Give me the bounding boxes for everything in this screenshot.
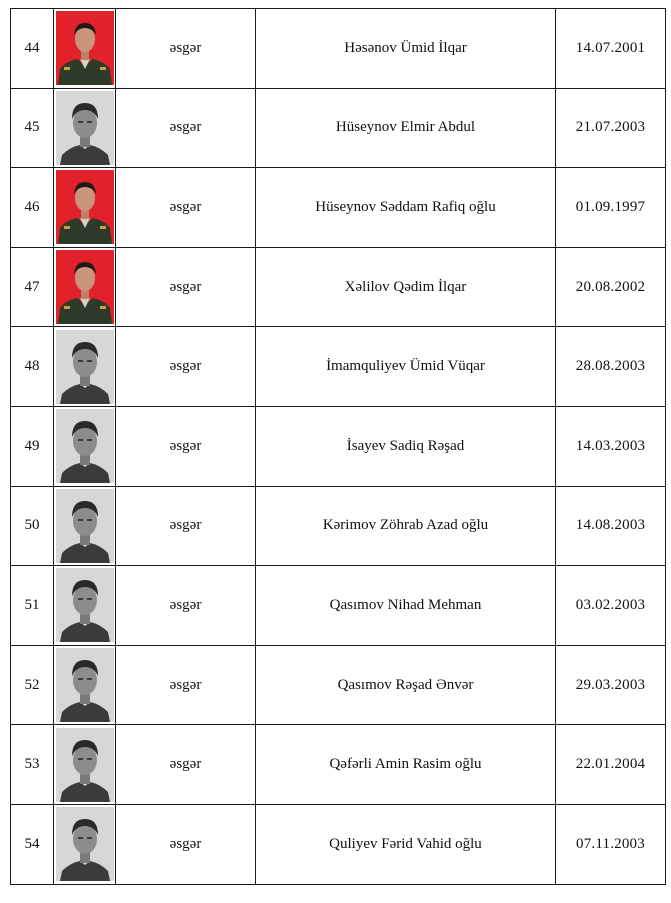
grayscale-portrait-icon: [56, 489, 114, 563]
photo-cell: [54, 247, 116, 327]
photo-cell: [54, 9, 116, 89]
table-row: [11, 725, 666, 805]
row-number: 53: [11, 725, 54, 805]
rank-cell: əsgər: [116, 327, 256, 407]
birth-date-cell: 21.07.2003: [556, 88, 666, 168]
rank-cell: əsgər: [116, 9, 256, 89]
photo-cell: [54, 168, 116, 248]
table-row: [11, 804, 666, 884]
row-number: 48: [11, 327, 54, 407]
table-row: [11, 566, 666, 646]
birth-date-cell: 14.07.2001: [556, 9, 666, 89]
color-portrait-icon: [56, 170, 114, 244]
rank-cell: əsgər: [116, 486, 256, 566]
birth-date-cell: 14.08.2003: [556, 486, 666, 566]
birth-date-cell: 03.02.2003: [556, 566, 666, 646]
name-cell: Hüseynov Elmir Abdul: [256, 88, 556, 168]
table-row: [11, 327, 666, 407]
grayscale-portrait-icon: [56, 648, 114, 722]
name-cell: Hüseynov Səddam Rafiq oğlu: [256, 168, 556, 248]
birth-date-cell: 20.08.2002: [556, 247, 666, 327]
rank-cell: əsgər: [116, 566, 256, 646]
table-row: [11, 406, 666, 486]
row-number: 46: [11, 168, 54, 248]
rank-cell: əsgər: [116, 88, 256, 168]
grayscale-portrait-icon: [56, 330, 114, 404]
row-number: 45: [11, 88, 54, 168]
name-cell: Kərimov Zöhrab Azad oğlu: [256, 486, 556, 566]
name-cell: İmamquliyev Ümid Vüqar: [256, 327, 556, 407]
name-cell: Həsənov Ümid İlqar: [256, 9, 556, 89]
name-cell: İsayev Sadiq Rəşad: [256, 406, 556, 486]
row-number: 50: [11, 486, 54, 566]
name-cell: Qasımov Nihad Mehman: [256, 566, 556, 646]
row-number: 54: [11, 804, 54, 884]
name-cell: Qasımov Rəşad Ənvər: [256, 645, 556, 725]
row-number: 44: [11, 9, 54, 89]
roster-body: [11, 9, 666, 885]
rank-cell: əsgər: [116, 645, 256, 725]
table-row: [11, 168, 666, 248]
table-row: [11, 486, 666, 566]
table-row: [11, 247, 666, 327]
rank-cell: əsgər: [116, 247, 256, 327]
birth-date-cell: 01.09.1997: [556, 168, 666, 248]
name-cell: Xəlilov Qədim İlqar: [256, 247, 556, 327]
photo-cell: [54, 406, 116, 486]
photo-cell: [54, 486, 116, 566]
grayscale-portrait-icon: [56, 409, 114, 483]
photo-cell: [54, 566, 116, 646]
rank-cell: əsgər: [116, 406, 256, 486]
row-number: 47: [11, 247, 54, 327]
grayscale-portrait-icon: [56, 807, 114, 881]
color-portrait-icon: [56, 250, 114, 324]
name-cell: Quliyev Fərid Vahid oğlu: [256, 804, 556, 884]
birth-date-cell: 29.03.2003: [556, 645, 666, 725]
photo-cell: [54, 725, 116, 805]
photo-cell: [54, 327, 116, 407]
rank-cell: əsgər: [116, 725, 256, 805]
birth-date-cell: 07.11.2003: [556, 804, 666, 884]
table-row: [11, 645, 666, 725]
row-number: 51: [11, 566, 54, 646]
grayscale-portrait-icon: [56, 91, 114, 165]
photo-cell: [54, 88, 116, 168]
birth-date-cell: 22.01.2004: [556, 725, 666, 805]
table-row: [11, 9, 666, 89]
row-number: 49: [11, 406, 54, 486]
rank-cell: əsgər: [116, 804, 256, 884]
photo-cell: [54, 645, 116, 725]
photo-cell: [54, 804, 116, 884]
grayscale-portrait-icon: [56, 728, 114, 802]
birth-date-cell: 28.08.2003: [556, 327, 666, 407]
table-row: [11, 88, 666, 168]
memorial-roster-table: [10, 8, 666, 885]
name-cell: Qəfərli Amin Rasim oğlu: [256, 725, 556, 805]
row-number: 52: [11, 645, 54, 725]
birth-date-cell: 14.03.2003: [556, 406, 666, 486]
grayscale-portrait-icon: [56, 568, 114, 642]
rank-cell: əsgər: [116, 168, 256, 248]
color-portrait-icon: [56, 11, 114, 85]
